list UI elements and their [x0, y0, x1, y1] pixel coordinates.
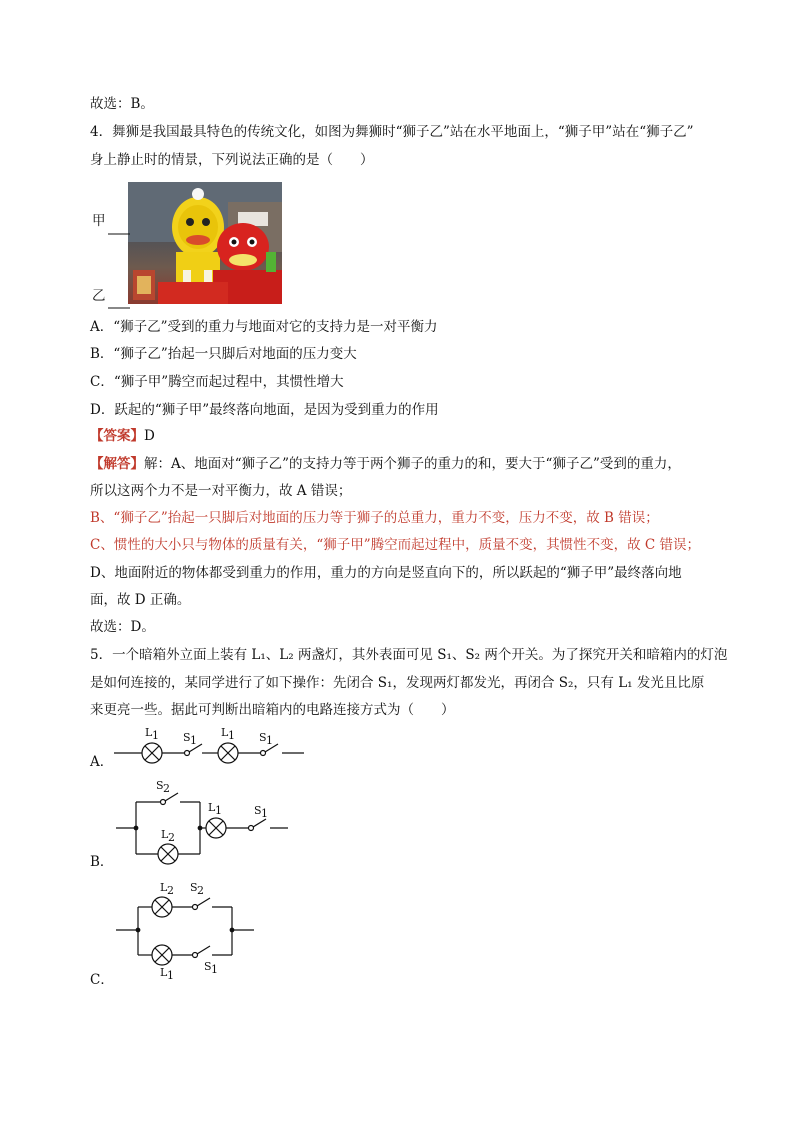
q4-result: 故选：D。: [90, 619, 155, 635]
q4-analysis-line5: D、地面附近的物体都受到重力的作用，重力的方向是竖直向下的，所以跃起的“狮子甲”最终落向地: [90, 565, 682, 581]
svg-text:1: 1: [261, 807, 268, 820]
svg-text:S: S: [254, 804, 262, 817]
circuit-b-diagram: [112, 776, 302, 870]
svg-text:2: 2: [163, 782, 170, 795]
label-yi: 乙: [92, 288, 106, 304]
q4-analysis-line2: 所以这两个力不是一对平衡力，故 A 错误；: [90, 483, 352, 499]
svg-text:S: S: [190, 881, 198, 894]
svg-text:L: L: [221, 726, 229, 739]
q5-option-a-label: A．: [90, 754, 114, 770]
svg-text:S: S: [204, 960, 212, 973]
svg-text:L: L: [160, 881, 168, 894]
q4-analysis-line6: 面，故 D 正确。: [90, 592, 191, 608]
svg-text:2: 2: [168, 831, 175, 844]
q4-analysis-line4: C、惯性的大小只与物体的质量有关，“狮子甲”腾空而起过程中，质量不变，其惯性不变，故 C 错误；: [90, 537, 701, 553]
q3-result: 故选：B。: [90, 96, 154, 112]
lion-dance-photo: [128, 182, 282, 304]
q5-stem-line2: 是如何连接的，某同学进行了如下操作：先闭合 S₁，发现两灯都发光，再闭合 S₂，只有 L₁ 发光且比原: [90, 675, 705, 691]
svg-text:1: 1: [190, 734, 197, 747]
label-jia: 甲: [92, 213, 106, 229]
analysis-tag: 【解答】: [90, 456, 144, 472]
q5-stem-line1: 5．一个暗箱外立面上装有 L₁、L₂ 两盏灯，其外表面可见 S₁、S₂ 两个开关。为了探究开关和暗箱内的灯泡: [90, 647, 728, 663]
svg-text:S: S: [183, 731, 191, 744]
answer-value: D: [144, 428, 155, 444]
svg-text:1: 1: [167, 969, 174, 982]
svg-text:S: S: [156, 779, 164, 792]
svg-text:1: 1: [228, 729, 235, 742]
svg-text:2: 2: [167, 884, 174, 897]
svg-text:L: L: [161, 828, 169, 841]
q4-stem-line2: 身上静止时的情景，下列说法正确的是（ ）: [90, 152, 374, 168]
circuit-a-diagram: [110, 724, 310, 768]
circuit-c-diagram: [112, 876, 272, 990]
q4-option-b: B．“狮子乙”抬起一只脚后对地面的压力变大: [90, 346, 357, 362]
answer-tag: 【答案】: [90, 428, 144, 444]
q4-option-d: D．跃起的“狮子甲”最终落向地面，是因为受到重力的作用: [90, 402, 439, 418]
label-yi-line: [108, 294, 130, 313]
svg-text:L: L: [145, 726, 153, 739]
svg-text:1: 1: [266, 734, 273, 747]
q5-option-b-label: B．: [90, 854, 114, 870]
q5-option-c-label: C．: [90, 972, 114, 988]
q4-option-a: A．“狮子乙”受到的重力与地面对它的支持力是一对平衡力: [90, 319, 438, 335]
label-jia-line: [108, 220, 130, 239]
q5-stem-line3: 来更亮一些。据此可判断出暗箱内的电路连接方式为（ ）: [90, 702, 455, 718]
q4-answer: [90, 426, 155, 446]
svg-text:2: 2: [197, 884, 204, 897]
q4-analysis-line1: [90, 454, 681, 474]
q4-stem-line1: 4．舞狮是我国最具特色的传统文化，如图为舞狮时“狮子乙”站在水平地面上，“狮子甲”站在“狮子乙”: [90, 124, 694, 140]
q4-option-c: C．“狮子甲”腾空而起过程中，其惯性增大: [90, 374, 344, 390]
analysis-text: 解：A、地面对“狮子乙”的支持力等于两个狮子的重力的和，要大于“狮子乙”受到的重力，: [144, 456, 681, 472]
svg-text:1: 1: [215, 804, 222, 817]
svg-text:L: L: [160, 966, 168, 979]
svg-text:L: L: [208, 801, 216, 814]
svg-text:1: 1: [152, 729, 159, 742]
svg-text:1: 1: [211, 963, 218, 976]
svg-text:S: S: [259, 731, 267, 744]
q4-analysis-line3: B、“狮子乙”抬起一只脚后对地面的压力等于狮子的总重力，重力不变，压力不变，故 B 错误；: [90, 510, 659, 526]
